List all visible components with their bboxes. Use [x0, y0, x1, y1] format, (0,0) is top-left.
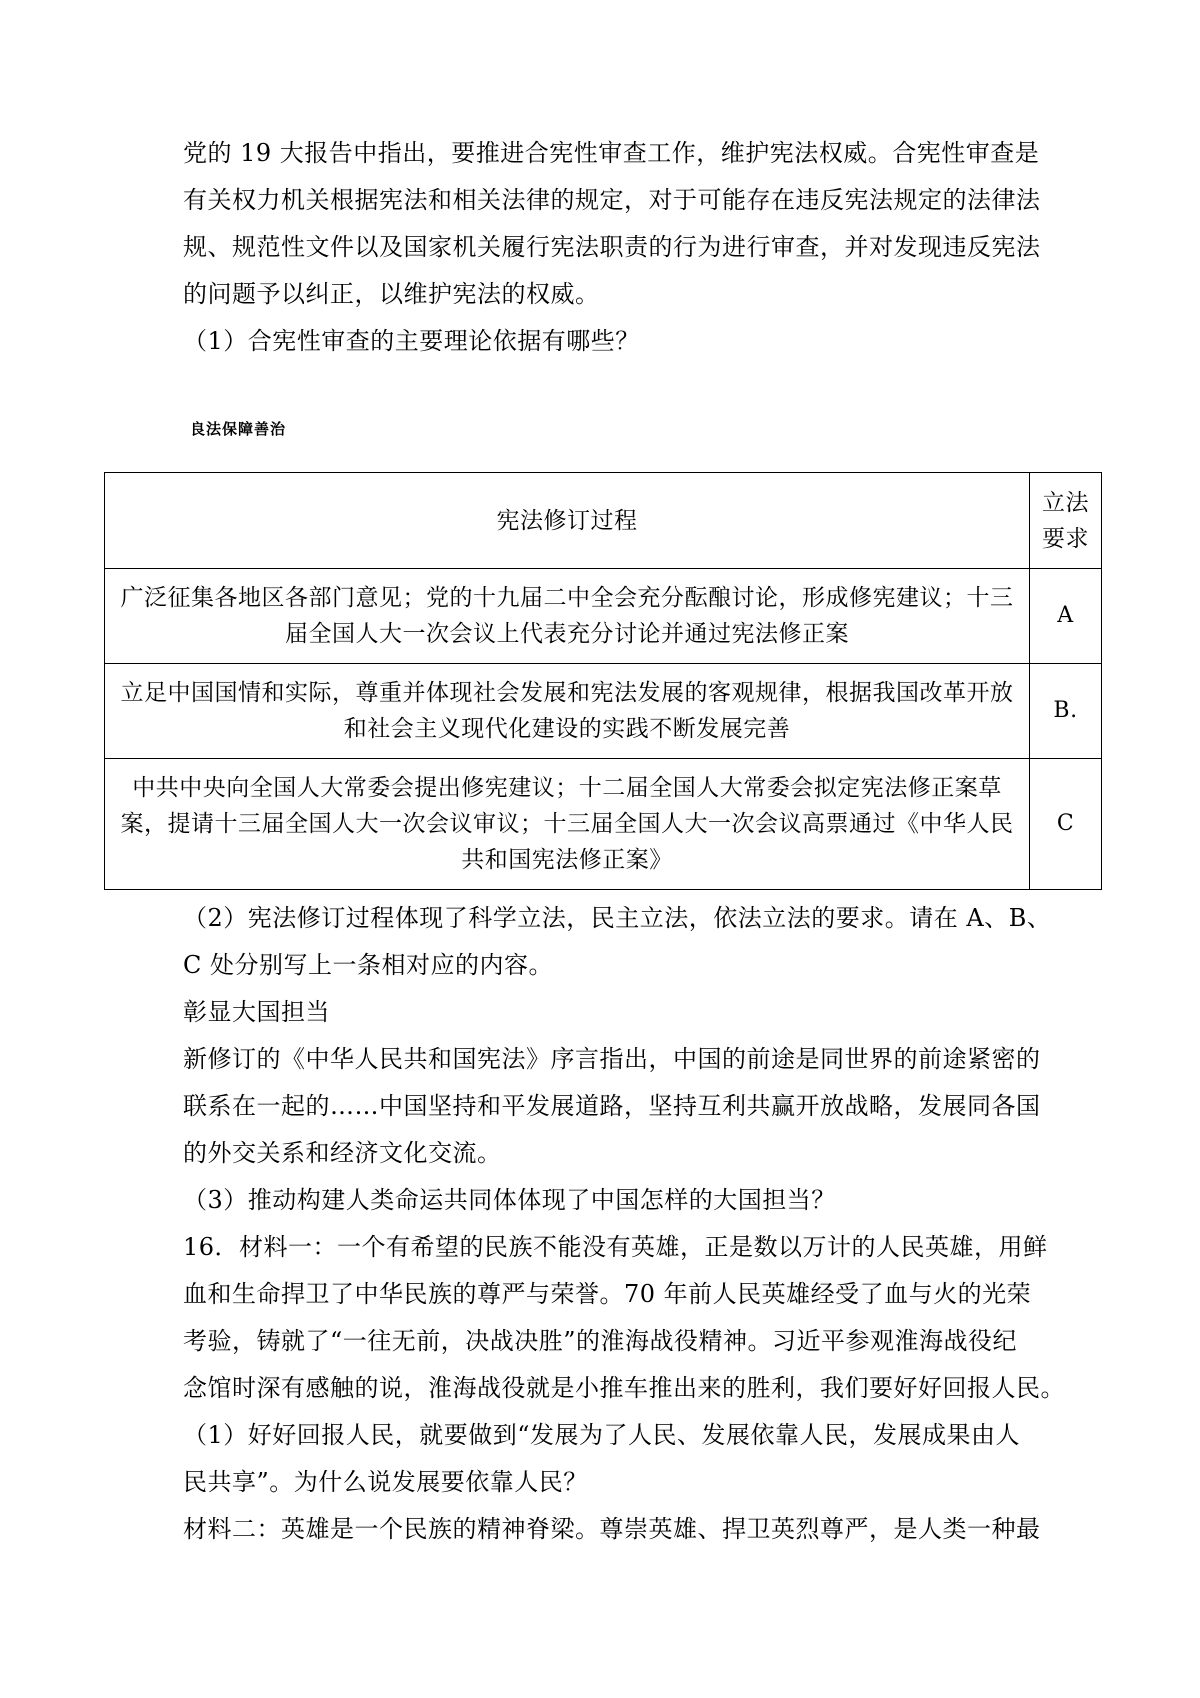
requirement-cell: A — [1030, 569, 1102, 664]
questions-passage — [183, 895, 1065, 1553]
passage-line: 联系在一起的……中国坚持和平发展道路，坚持互利共赢开放战略，发展同各国 — [183, 1092, 1041, 1120]
passage-line: 规、规范性文件以及国家机关履行宪法职责的行为进行审查，并对发现违反宪法 — [183, 233, 1041, 261]
process-cell: 广泛征集各地区各部门意见；党的十九届二中全会充分酝酿讨论，形成修宪建议；十三 届全国人大一次会议上代表充分讨论并通过宪法修正案 — [105, 569, 1030, 664]
material-two-line: 材料二：英雄是一个民族的精神脊梁。尊崇英雄、捍卫英烈尊严，是人类一种最 — [183, 1515, 1041, 1543]
material-line: 念馆时深有感触的说，淮海战役就是小推车推出来的胜利，我们要好好回报人民。 — [183, 1374, 1065, 1402]
table-row — [105, 759, 1102, 890]
requirement-cell: B. — [1030, 664, 1102, 759]
passage-line: 的问题予以纠正，以维护宪法的权威。 — [183, 280, 600, 308]
header-requirement: 立法 要求 — [1030, 473, 1102, 569]
constitution-amendment-table — [104, 472, 1102, 890]
passage-line: 的外交关系和经济文化交流。 — [183, 1139, 502, 1167]
question-16-1-line: 民共享”。为什么说发展要依靠人民？ — [183, 1468, 588, 1496]
header-process: 宪法修订过程 — [105, 473, 1030, 569]
table-row — [105, 664, 1102, 759]
question-16-1-line: （1）好好回报人民，就要做到“发展为了人民、发展依靠人民，发展成果由人 — [183, 1421, 1021, 1449]
material-line: 16．材料一：一个有希望的民族不能没有英雄，正是数以万计的人民英雄，用鲜 — [183, 1233, 1048, 1261]
requirement-cell: C — [1030, 759, 1102, 890]
question-2-line: （2）宪法修订过程体现了科学立法，民主立法，依法立法的要求。请在 A、B、 — [183, 904, 1052, 932]
material-line: 考验，铸就了“一往无前，决战决胜”的淮海战役精神。习近平参观淮海战役纪 — [183, 1327, 1018, 1355]
passage-line: 有关权力机关根据宪法和相关法律的规定，对于可能存在违反宪法规定的法律法 — [183, 186, 1041, 214]
material-line: 血和生命捍卫了中华民族的尊严与荣誉。70 年前人民英雄经受了血与火的光荣 — [183, 1280, 1032, 1308]
table-row — [105, 569, 1102, 664]
section-title-great-power: 彰显大国担当 — [183, 998, 330, 1026]
constitutional-review-passage — [183, 130, 1041, 365]
process-cell: 立足中国国情和实际，尊重并体现社会发展和宪法发展的客观规律，根据我国改革开放 和社会主义现代化建设的实践不断发展完善 — [105, 664, 1030, 759]
process-cell: 中共中央向全国人大常委会提出修宪建议；十二届全国人大常委会拟定宪法修正案草 案，提请十三届全国人大一次会议审议；十三届全国人大一次会议高票通过《中华人民 共和国宪法修正案》 — [105, 759, 1030, 890]
subheading-good-law: 良法保障善治 — [190, 420, 287, 438]
table-header-row — [105, 473, 1102, 569]
passage-line: 新修订的《中华人民共和国宪法》序言指出，中国的前途是同世界的前途紧密的 — [183, 1045, 1041, 1073]
passage-line: 党的 19 大报告中指出，要推进合宪性审查工作，维护宪法权威。合宪性审查是 — [183, 139, 1040, 167]
question-1: （1）合宪性审查的主要理论依据有哪些？ — [183, 327, 640, 355]
question-3: （3）推动构建人类命运共同体体现了中国怎样的大国担当？ — [183, 1186, 836, 1214]
question-2-line: C 处分别写上一条相对应的内容。 — [183, 951, 553, 979]
